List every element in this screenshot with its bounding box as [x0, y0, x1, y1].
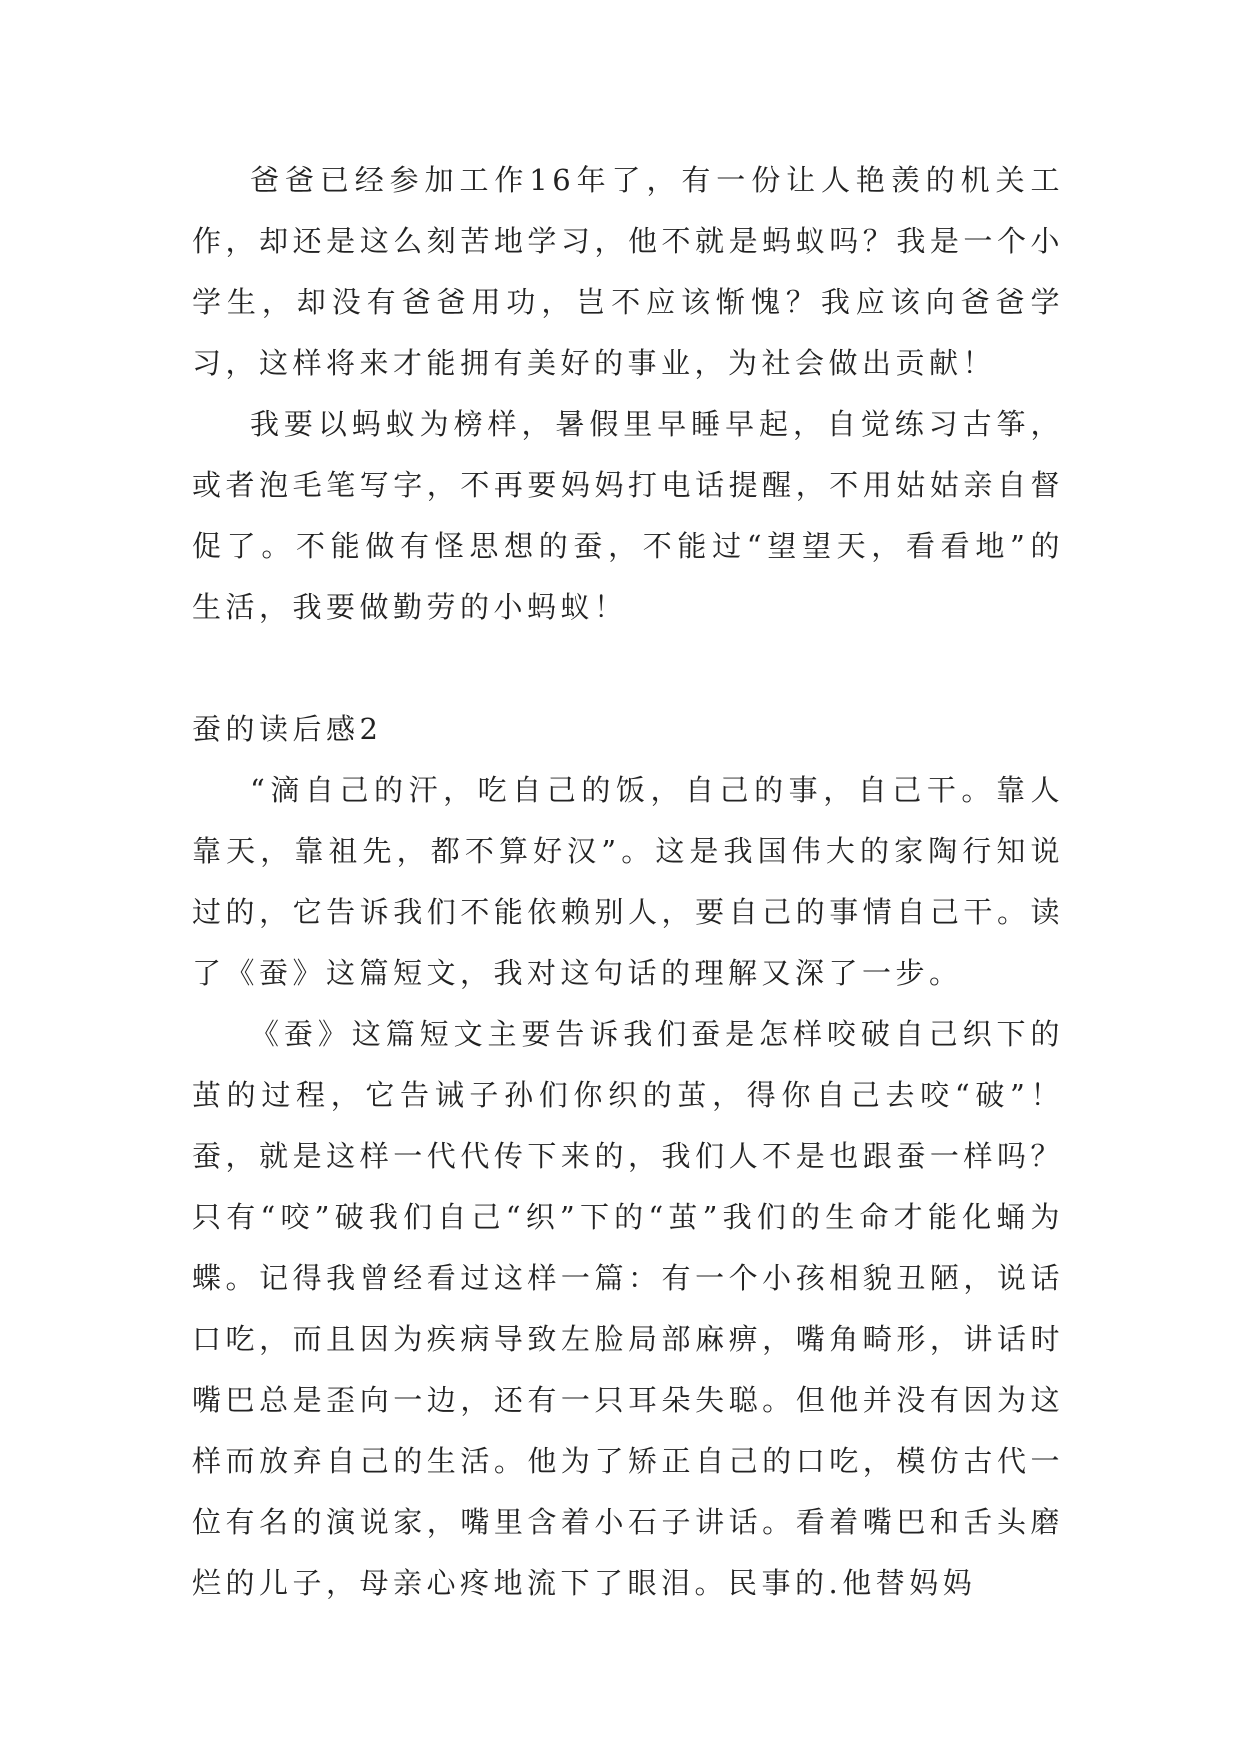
paragraph-silkworm-story: 《蚕》这篇短文主要告诉我们蚕是怎样咬破自己织下的茧的过程，它告诫子孙们你织的茧，得你自己去咬“破”！蚕，就是这样一代代传下来的，我们人不是也跟蚕一样吗？只有“咬”破我们自己“织”下的“茧”我们的生命才能化蛹为蝶。记得我曾经看过这样一篇：有一个小孩相貌丑陋，说话口吃，而且因为疾病导致左脸局部麻痹，嘴角畸形，讲话时嘴巴总是歪向一边，还有一只耳朵失聪。但他并没有因为这样而放弃自己的生活。他为了矫正自己的口吃，模仿古代一位有名的演说家，嘴里含着小石子讲话。看着嘴巴和舌头磨烂的儿子，母亲心疼地流下了眼泪。民事的.他替妈妈: [192, 1017, 1064, 1600]
paragraph-father-study: 爸爸已经参加工作16年了，有一份让人艳羡的机关工作，却还是这么刻苦地学习，他不就是蚂蚁吗？我是一个小学生，却没有爸爸用功，岂不应该惭愧？我应该向爸爸学习，这样将来才能拥有美好的事业，为社会做出贡献！: [192, 163, 1064, 380]
document-body: [192, 150, 1064, 1614]
section-title: 蚕的读后感2: [192, 712, 383, 746]
paragraph-tao-xingzhi-quote: “滴自己的汗，吃自己的饭，自己的事，自己干。靠人靠天，靠祖先，都不算好汉”。这是我国伟大的家陶行知说过的，它告诉我们不能依赖别人，要自己的事情自己干。读了《蚕》这篇短文，我对这句话的理解又深了一步。: [192, 773, 1064, 990]
paragraph-ant-role-model: 我要以蚂蚁为榜样，暑假里早睡早起，自觉练习古筝，或者泡毛笔写字，不再要妈妈打电话提醒，不用姑姑亲自督促了。不能做有怪思想的蚕，不能过“望望天，看看地”的生活，我要做勤劳的小蚂蚁！: [192, 407, 1064, 624]
